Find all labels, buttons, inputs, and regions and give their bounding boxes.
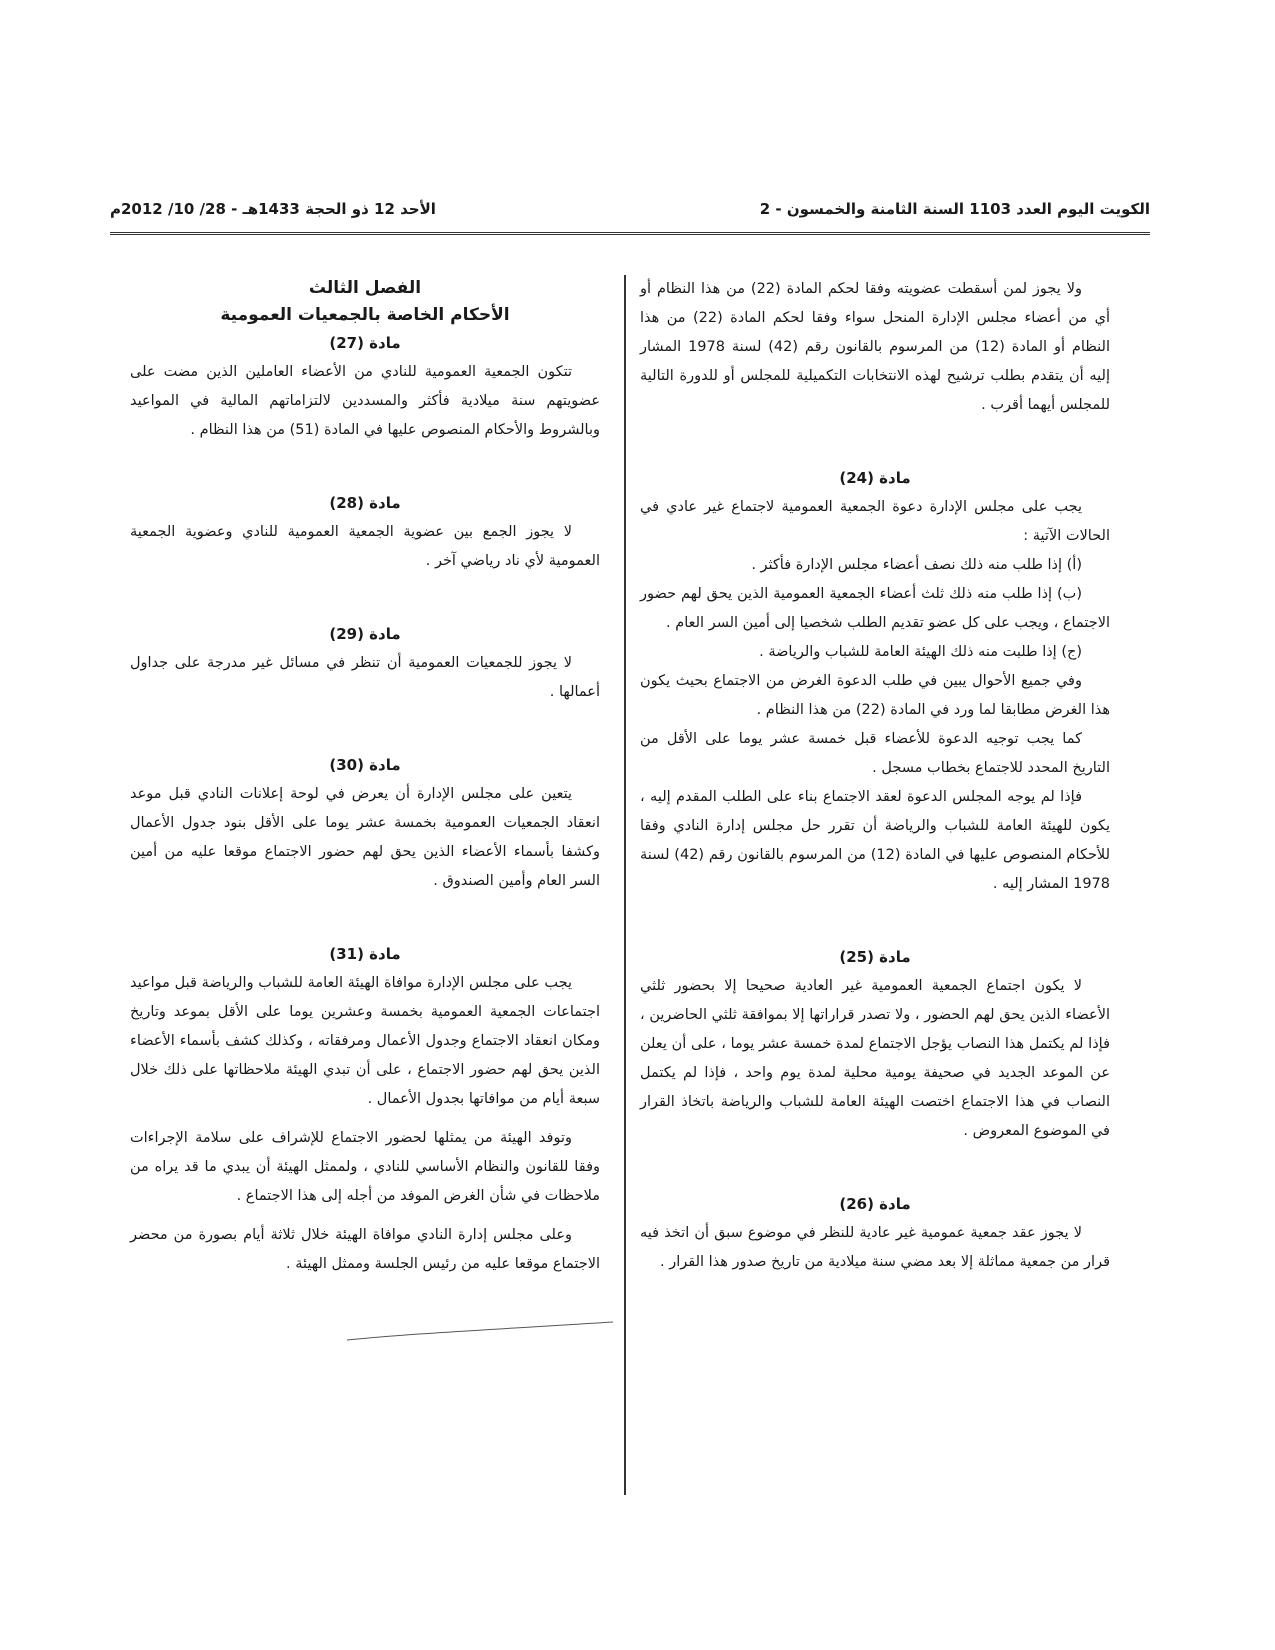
paragraph: (أ) إذا طلب منه ذلك نصف أعضاء مجلس الإدارة فأكثر . <box>751 557 1082 573</box>
paragraph: (ب) إذا طلب منه ذلك ثلث أعضاء الجمعية العمومية الذين يحق لهم حضور الاجتماع ، ويجب على كل عضو تقديم الطلب شخصيا إلى أمين السر العام . <box>640 586 1110 631</box>
article-title: مادة (27) <box>329 334 401 352</box>
chapter-subtitle: الأحكام الخاصة بالجمعيات العمومية <box>220 305 510 325</box>
pen-stroke-mark <box>345 1320 615 1344</box>
page-header <box>110 200 1150 230</box>
paragraph: تتكون الجمعية العمومية للنادي من الأعضاء العاملين الذين مضت على عضويتهم سنة ميلادية فأكثر والمسددين لالتزاماتهم المالية في المواعيد وبالشروط والأحكام المنصوص عليها في المادة (51) من هذا النظام . <box>130 364 600 438</box>
paragraph: يتعين على مجلس الإدارة أن يعرض في لوحة إعلانات النادي قبل موعد انعقاد الجمعيات العمومية بخمسة عشر يوما على الأقل بنود جدول الأعمال وكشفا بأسماء الأعضاء الذين يحق لهم حضور الاجتماع موقعا عليه من أمين السر العام وأمين الصندوق . <box>130 786 600 889</box>
column-divider <box>624 275 626 1495</box>
paragraph: فإذا لم يوجه المجلس الدعوة لعقد الاجتماع بناء على الطلب المقدم إليه ، يكون للهيئة العامة للشباب والرياضة أن تقرر حل مجلس إدارة النادي وفقا للأحكام المنصوص عليها في المادة (12) من المرسوم بالقانون رقم (42) لسنة 1978 المشار إليه . <box>640 789 1110 892</box>
paragraph: وعلى مجلس إدارة النادي موافاة الهيئة خلال ثلاثة أيام بصورة من محضر الاجتماع موقعا عليه من رئيس الجلسة وممثل الهيئة . <box>130 1227 600 1272</box>
paragraph: لا يجوز الجمع بين عضوية الجمعية العمومية للنادي وعضوية الجمعية العمومية لأي ناد رياضي آخر . <box>130 524 600 569</box>
article-title: مادة (28) <box>329 494 401 512</box>
article-title: مادة (25) <box>839 948 911 966</box>
article-title: مادة (26) <box>839 1195 911 1213</box>
paragraph: لا يجوز عقد جمعية عمومية غير عادية للنظر في موضوع سبق أن اتخذ فيه قرار من جمعية مماثلة إلا بعد مضي سنة ميلادية من تاريخ صدور هذا القرار . <box>640 1225 1110 1270</box>
paragraph: لا يجوز للجمعيات العمومية أن تنظر في مسائل غير مدرجة على جداول أعمالها . <box>130 655 600 700</box>
paragraph: لا يكون اجتماع الجمعية العمومية غير العادية صحيحا إلا بحضور ثلثي الأعضاء الذين يحق لهم الحضور ، ولا تصدر قراراتها إلا بموافقة ثلثي الحاضرين ، فإذا لم يكتمل هذا النصاب يؤجل الاجتماع لمدة خمسة عشر يوما ، على أن يعلن عن الموعد الجديد في صحيفة يومية محلية لمدة يوم واحد ، فإذا لم يكتمل النصاب في هذا الاجتماع اختصت الهيئة العامة للشباب والرياضة باتخاذ القرار في الموضوع المعروض . <box>640 978 1110 1139</box>
right-column <box>640 275 1110 1277</box>
chapter-title: الفصل الثالث <box>308 278 422 298</box>
left-column <box>130 275 600 1279</box>
article-title: مادة (24) <box>839 469 911 487</box>
paragraph: وتوفد الهيئة من يمثلها لحضور الاجتماع للإشراف على سلامة الإجراءات وفقا للقانون والنظام الأساسي للنادي ، ولممثل الهيئة أن يبدي ما قد يراه من ملاحظات في شأن الغرض الموفد من أجله إلى هذا الاجتماع . <box>130 1130 600 1204</box>
article-title: مادة (31) <box>329 945 401 963</box>
paragraph: ولا يجوز لمن أسقطت عضويته وفقا لحكم المادة (22) من هذا النظام أو أي من أعضاء مجلس الإدارة المنحل سواء وفقا لحكم المادة (22) من هذا النظام أو المادة (12) من المرسوم بالقانون رقم (42) لسنة 1978 المشار إليه أن يتقدم بطلب ترشيح لهذه الانتخابات التكميلية للمجلس أو للدورة التالية للمجلس أيهما أقرب . <box>640 281 1110 413</box>
paragraph: يجب على مجلس الإدارة موافاة الهيئة العامة للشباب والرياضة قبل مواعيد اجتماعات الجمعية العمومية بخمسة وعشرين يوما على الأقل بموعد وتاريخ ومكان انعقاد الاجتماع وجدول الأعمال ومرفقاته ، وكذلك كشف بأسماء الأعضاء الذين يحق لهم حضور الاجتماع ، على أن تبدي الهيئة ملاحظاتها على ذلك خلال سبعة أيام من موافاتها بجدول الأعمال . <box>130 975 600 1107</box>
header-publication: الكويت اليوم العدد 1103 السنة الثامنة والخمسون - 2 <box>759 200 1150 218</box>
header-date: الأحد 12 ذو الحجة 1433هـ - 28/ 10/ 2012م <box>110 200 436 218</box>
paragraph: كما يجب توجيه الدعوة للأعضاء قبل خمسة عشر يوما على الأقل من التاريخ المحدد للاجتماع بخطاب مسجل . <box>640 731 1110 776</box>
article-title: مادة (29) <box>329 625 401 643</box>
paragraph: يجب على مجلس الإدارة دعوة الجمعية العمومية لاجتماع غير عادي في الحالات الآتية : <box>640 499 1110 544</box>
paragraph: وفي جميع الأحوال يبين في طلب الدعوة الغرض من الاجتماع بحيث يكون هذا الغرض مطابقا لما ورد في المادة (22) من هذا النظام . <box>640 673 1110 718</box>
header-rule <box>110 232 1150 235</box>
paragraph: (ج) إذا طلبت منه ذلك الهيئة العامة للشباب والرياضة . <box>759 644 1082 660</box>
article-title: مادة (30) <box>329 756 401 774</box>
